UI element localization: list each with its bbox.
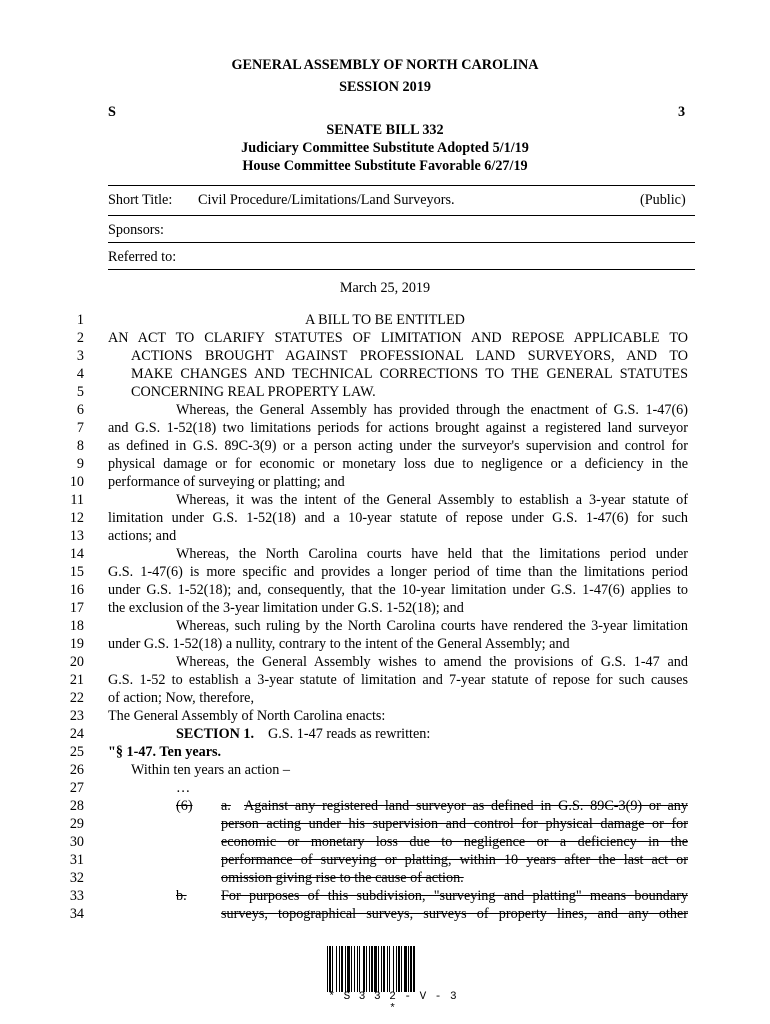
enacting-clause: The General Assembly of North Carolina enacts: xyxy=(108,708,386,724)
divider xyxy=(108,215,695,216)
body-line: actions; and xyxy=(108,528,177,544)
whereas-line: Whereas, the General Assembly wishes to amend the provisions of G.S. 1-47 and xyxy=(176,654,688,670)
divider xyxy=(108,242,695,243)
body-line: under G.S. 1-52(18) a nullity, contrary to the intent of the General Assembly; and xyxy=(108,636,570,652)
referred-label: Referred to: xyxy=(108,249,177,265)
barcode-image xyxy=(327,946,459,992)
line-number: 23 xyxy=(69,708,84,724)
ellipsis: … xyxy=(176,780,191,796)
line-number: 11 xyxy=(70,492,84,508)
body-line: under G.S. 1-52(18); and, consequently, that the 10-year limitation under G.S. 1-47(6) applies to xyxy=(108,582,688,598)
divider xyxy=(108,269,695,270)
struck-line: person acting under his supervision and control for physical damage or for xyxy=(221,816,688,832)
line-number: 1 xyxy=(76,312,84,328)
line-number: 3 xyxy=(76,348,84,364)
struck-line: surveys, topographical surveys, surveys of property lines, and any other xyxy=(221,906,688,922)
version-number: 3 xyxy=(678,104,686,120)
line-number: 29 xyxy=(69,816,84,832)
line-number: 13 xyxy=(69,528,84,544)
body-line: performance of surveying or platting; and xyxy=(108,474,345,490)
body-line: Within ten years an action – xyxy=(131,762,290,778)
divider xyxy=(108,185,695,186)
line-number: 6 xyxy=(76,402,84,418)
short-title-label: Short Title: xyxy=(108,192,173,208)
line-number: 24 xyxy=(69,726,84,742)
line-number: 14 xyxy=(69,546,84,562)
committee-line-1: Judiciary Committee Substitute Adopted 5/1/19 xyxy=(241,140,529,156)
body-line: the exclusion of the 3-year limitation under G.S. 1-52(18); and xyxy=(108,600,464,616)
chamber-letter: S xyxy=(108,104,116,120)
line-number: 25 xyxy=(69,744,84,760)
barcode-text: * S 3 3 2 - V - 3 * xyxy=(328,991,458,1015)
session-heading: SESSION 2019 xyxy=(339,79,431,95)
line-number: 8 xyxy=(76,438,84,454)
line-number: 12 xyxy=(69,510,84,526)
struck-line: Against any registered land surveyor as defined in G.S. 89C-3(9) or any xyxy=(244,798,688,814)
committee-line-2: House Committee Substitute Favorable 6/27/19 xyxy=(242,158,528,174)
struck-line: For purposes of this subdivision, "surveying and platting" means boundary xyxy=(221,888,688,904)
struck-line: economic or monetary loss due to negligence or a deficiency in the xyxy=(221,834,688,850)
line-number: 34 xyxy=(69,906,84,922)
line-number: 15 xyxy=(69,564,84,580)
line-number: 5 xyxy=(76,384,84,400)
whereas-line: Whereas, the North Carolina courts have held that the limitations period under xyxy=(176,546,688,562)
line-number: 21 xyxy=(69,672,84,688)
line-number: 22 xyxy=(69,690,84,706)
line-number: 7 xyxy=(76,420,84,436)
line-number: 27 xyxy=(69,780,84,796)
act-title-line: MAKE CHANGES AND TECHNICAL CORRECTIONS TO THE GENERAL STATUTES xyxy=(131,366,688,382)
whereas-line: Whereas, it was the intent of the General Assembly to establish a 3-year statute of xyxy=(176,492,688,508)
body-line: of action; Now, therefore, xyxy=(108,690,255,706)
body-line: as defined in G.S. 89C-3(9) or a person acting under the surveyor's supervision and control for xyxy=(108,438,688,454)
line-number: 33 xyxy=(69,888,84,904)
line-number: 16 xyxy=(69,582,84,598)
line-number: 17 xyxy=(69,600,84,616)
sponsors-label: Sponsors: xyxy=(108,222,164,238)
sub-item-letter: a. xyxy=(221,798,231,814)
line-number: 28 xyxy=(69,798,84,814)
line-number: 26 xyxy=(69,762,84,778)
body-line: limitation under G.S. 1-52(18) and a 10-year statute of repose under G.S. 1-47(6) for such xyxy=(108,510,688,526)
line-number: 2 xyxy=(76,330,84,346)
line-number: 31 xyxy=(69,852,84,868)
body-line: and G.S. 1-52(18) two limitations periods for actions brought against a registered land surveyor xyxy=(108,420,688,436)
act-title-line: CONCERNING REAL PROPERTY LAW. xyxy=(131,384,376,400)
body-line: physical damage or for economic or monetary loss due to negligence or a deficiency in the xyxy=(108,456,688,472)
body-line: G.S. 1-47(6) is more specific and provides a longer period of time than the limitations period xyxy=(108,564,688,580)
line-number: 4 xyxy=(76,366,84,382)
line-number: 18 xyxy=(69,618,84,634)
body-line: G.S. 1-52 to establish a 3-year statute of limitation and 7-year statute of repose for such causes xyxy=(108,672,688,688)
bill-title: SENATE BILL 332 xyxy=(326,122,444,138)
section-label: SECTION 1. xyxy=(176,726,255,742)
sub-item-letter: b. xyxy=(176,888,187,904)
struck-line: omission giving rise to the cause of action. xyxy=(221,870,464,886)
act-title-line: ACTIONS BROUGHT AGAINST PROFESSIONAL LAND SURVEYORS, AND TO xyxy=(131,348,688,364)
whereas-line: Whereas, such ruling by the North Carolina courts have rendered the 3-year limitation xyxy=(176,618,688,634)
item-number: (6) xyxy=(176,798,193,814)
line-number: 19 xyxy=(69,636,84,652)
struck-line: performance of surveying or platting, within 10 years after the last act or xyxy=(221,852,688,868)
bill-date: March 25, 2019 xyxy=(339,280,431,296)
line-number: 9 xyxy=(76,456,84,472)
public-flag: (Public) xyxy=(640,192,686,208)
whereas-line: Whereas, the General Assembly has provided through the enactment of G.S. 1-47(6) xyxy=(176,402,688,418)
line-number: 10 xyxy=(69,474,84,490)
line-number: 32 xyxy=(69,870,84,886)
line-number: 20 xyxy=(69,654,84,670)
section-text: G.S. 1-47 reads as rewritten: xyxy=(268,726,431,742)
assembly-heading: GENERAL ASSEMBLY OF NORTH CAROLINA xyxy=(231,57,539,73)
act-title-line: AN ACT TO CLARIFY STATUTES OF LIMITATION AND REPOSE APPLICABLE TO xyxy=(108,330,688,346)
line-number: 30 xyxy=(69,834,84,850)
bill-entitled: A BILL TO BE ENTITLED xyxy=(305,312,465,328)
statute-heading: "§ 1-47. Ten years. xyxy=(108,744,222,760)
short-title-value: Civil Procedure/Limitations/Land Surveyors. xyxy=(198,192,455,208)
